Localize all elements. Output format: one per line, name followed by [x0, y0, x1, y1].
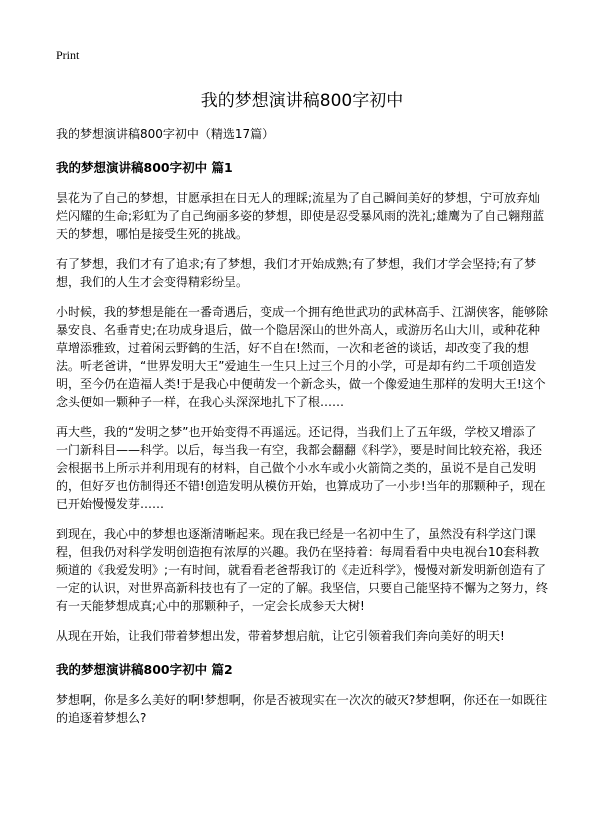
paragraph: 到现在，我心中的梦想也逐渐清晰起来。现在我已经是一名初中生了，虽然没有科学这门课程，但我仍对科学发明创造抱有浓厚的兴趣。我仍在坚持着：每周看看中央电视台10套科教频道的《我爱发明》;一有时间，就看看老爸帮我订的《走近科学》，慢慢对新发明新创造有了一定的认识，对世界高新科技也有了一定的了解。我坚信，只要自己能坚持不懈为之努力，终有一天能梦想成真;心中的那颗种子，一定会长成参天大树! [56, 527, 549, 613]
paragraph: 有了梦想，我们才有了追求;有了梦想，我们才开始成熟;有了梦想，我们才学会坚持;有了梦想，我们的人生才会变得精彩纷呈。 [56, 257, 537, 289]
page-title: 我的梦想演讲稿800字初中 [200, 91, 404, 111]
print-link[interactable]: Print [56, 48, 80, 62]
paragraph: 从现在开始，让我们带着梦想出发，带着梦想启航，让它引领着我们奔向美好的明天! [56, 629, 505, 643]
paragraph: 梦想啊，你是多么美好的啊!梦想啊，你是否被现实在一次次的破灭?梦想啊，你还在一如既往的追逐着梦想么? [56, 693, 548, 725]
section-1 [56, 159, 548, 645]
section-heading: 我的梦想演讲稿800字初中 篇1 [56, 160, 233, 175]
section-2 [56, 661, 548, 727]
paragraph: 再大些，我的“发明之梦”也开始变得不再遥远。还记得，当我们上了五年级，学校又增添了一门新科目——科学。以后，每当我一有空，我都会翻翻《科学》，要是时间比较充裕，我还会根据书上所示并利用现有的材料，自己做个小水车或小火箭筒之类的，虽说不是自己发明的，但好歹也仿制得还不错!创造发明从模仿开始，也算成功了一小步!当年的那颗种子，现在已开始慢慢发芽…… [56, 425, 546, 511]
paragraph: 小时候，我的梦想是能在一番奇遇后，变成一个拥有绝世武功的武林高手、江湖侠客，能够除暴安良、名垂青史;在功成身退后，做一个隐居深山的世外高人，或游历名山大川，或种花种草增添雅致，过着闲云野鹤的生活，好不自在!然而，一次和老爸的谈话，却改变了我的想法。听老爸讲，“世界发明大王”爱迪生一生只上过三个月的小学，可是却有约二千项创造发明，至今仍在造福人类!于是我心中便萌发一个新念头，做一个像爱迪生那样的发明大王!这个念头便如一颗种子一样，在我心头深深地扎下了根…… [56, 305, 549, 409]
section-heading: 我的梦想演讲稿800字初中 篇2 [56, 662, 233, 677]
document-subtitle: 我的梦想演讲稿800字初中（精选17篇） [56, 127, 275, 141]
paragraph: 昙花为了自己的梦想，甘愿承担在日无人的理睬;流星为了自己瞬间美好的梦想，宁可放弃灿烂闪耀的生命;彩虹为了自己绚丽多姿的梦想，即使是忍受暴风雨的洗礼;雄鹰为了自己翱翔蓝天的梦想，哪怕是接受生死的挑战。 [56, 191, 545, 241]
